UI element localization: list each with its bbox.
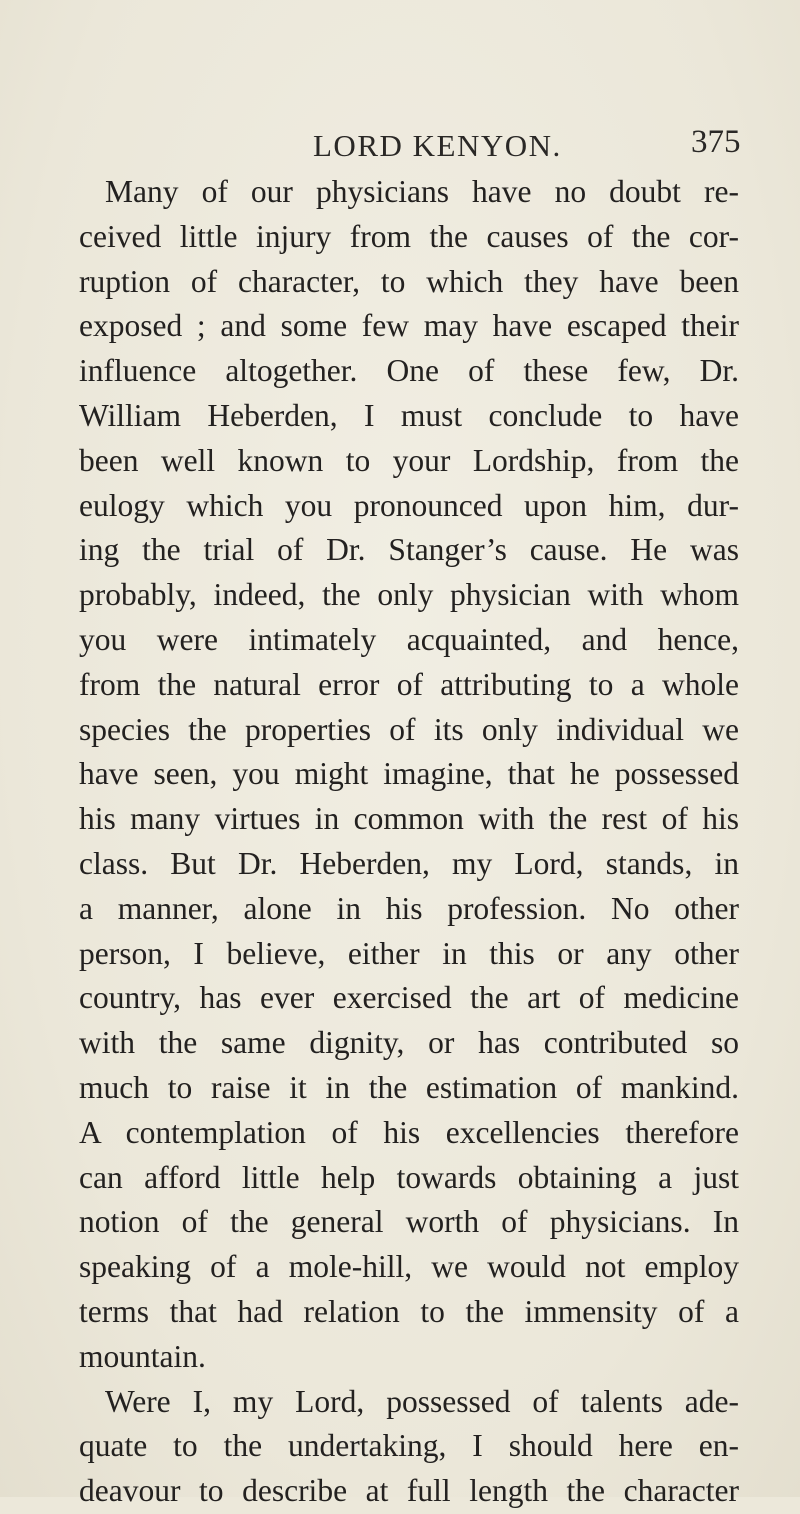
text-line: a manner, alone in his profession. No other: [79, 890, 739, 926]
running-title: LORD KENYON.: [313, 128, 562, 163]
text-line: with the same dignity, or has contributed so: [79, 1025, 739, 1061]
text-line: probably, indeed, the only physician with whom: [79, 577, 739, 613]
text-line: speaking of a mole-hill, we would not employ: [79, 1249, 739, 1285]
text-line: William Heberden, I must conclude to have: [79, 397, 739, 433]
text-line: person, I believe, either in this or any other: [79, 935, 739, 971]
text-line: mountain.: [79, 1338, 206, 1374]
body-text: [79, 170, 739, 1514]
text-line: have seen, you might imagine, that he possessed: [79, 756, 739, 792]
text-line: from the natural error of attributing to a whole: [79, 666, 739, 702]
text-line: terms that had relation to the immensity of a: [79, 1293, 739, 1329]
text-line: can afford little help towards obtaining a just: [79, 1159, 739, 1195]
text-line: Were I, my Lord, possessed of talents ade-: [105, 1383, 739, 1419]
text-line: ing the trial of Dr. Stanger’s cause. He was: [79, 532, 739, 568]
text-line: much to raise it in the estimation of mankind.: [79, 1069, 739, 1105]
text-line: A contemplation of his excellencies therefore: [79, 1114, 739, 1150]
text-line: ruption of character, to which they have been: [79, 263, 739, 299]
text-line: exposed ; and some few may have escaped their: [79, 308, 739, 344]
text-line: eulogy which you pronounced upon him, dur-: [79, 487, 739, 523]
text-line: deavour to describe at full length the character: [79, 1473, 739, 1509]
text-line: country, has ever exercised the art of medicine: [79, 980, 739, 1016]
text-line: Many of our physicians have no doubt re-: [105, 174, 739, 209]
text-line: his many virtues in common with the rest of his: [79, 801, 739, 837]
text-line: class. But Dr. Heberden, my Lord, stands, in: [79, 845, 739, 881]
page-number: 375: [691, 124, 741, 160]
text-line: quate to the undertaking, I should here en-: [79, 1428, 739, 1464]
text-line: influence altogether. One of these few, Dr.: [79, 353, 739, 389]
text-line: you were intimately acquainted, and hence,: [79, 621, 739, 657]
text-line: notion of the general worth of physicians. In: [79, 1204, 739, 1240]
text-line: been well known to your Lordship, from the: [79, 442, 739, 478]
text-line: ceived little injury from the causes of the cor-: [79, 218, 739, 254]
text-line: species the properties of its only individual we: [79, 711, 739, 747]
